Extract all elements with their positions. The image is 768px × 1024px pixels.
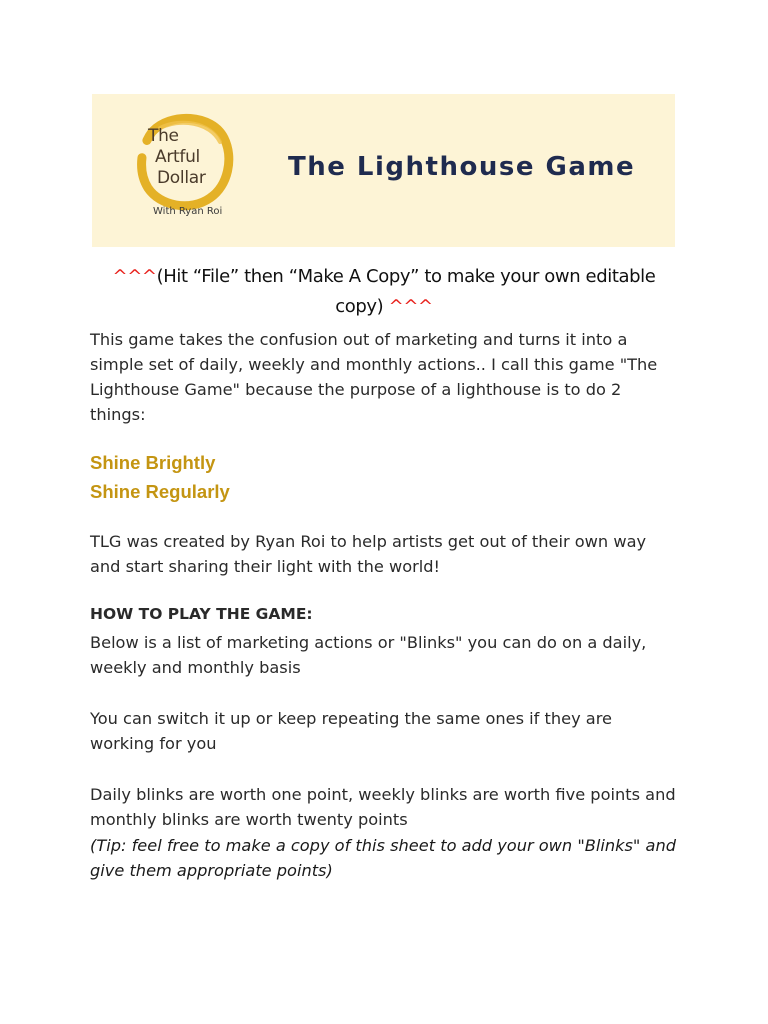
highlight-shine-brightly: Shine Brightly [90, 452, 216, 473]
header-banner [92, 94, 675, 247]
how-to-play-heading: HOW TO PLAY THE GAME: [90, 605, 313, 623]
tlg-paragraph: TLG was created by Ryan Roi to help artists get out of their own way and start sharing their light with the world! [90, 532, 647, 576]
logo-text-the: The [148, 126, 179, 146]
caret-open: ^^^ [112, 266, 157, 287]
blinks-paragraph: Below is a list of marketing actions or "Blinks" you can do on a daily, weekly and monthly basis [90, 633, 647, 677]
page-title: The Lighthouse Game [288, 152, 636, 182]
intro-paragraph: This game takes the confusion out of marketing and turns it into a simple set of daily, weekly and monthly actions.. I call this game "The Lighthouse Game" because the purpose of a lighthouse is to do 2 things: [90, 330, 658, 424]
switch-paragraph: You can switch it up or keep repeating the same ones if they are working for you [90, 709, 612, 753]
points-paragraph: Daily blinks are worth one point, weekly blinks are worth five points and monthly blinks are worth twenty points [90, 785, 676, 829]
tip-paragraph: (Tip: feel free to make a copy of this sheet to add your own "Blinks" and give them appropriate points) [90, 836, 676, 880]
copy-instruction [92, 262, 676, 322]
logo-text-artful: Artful [155, 147, 200, 167]
copy-instruction-text: (Hit “File” then “Make A Copy” to make your own editable copy) [156, 266, 656, 317]
caret-close: ^^^ [388, 296, 433, 317]
logo-text-dollar: Dollar [157, 168, 206, 188]
logo-subtitle: With Ryan Roi [153, 206, 223, 217]
artful-dollar-logo [130, 108, 242, 232]
highlight-shine-regularly: Shine Regularly [90, 481, 230, 502]
